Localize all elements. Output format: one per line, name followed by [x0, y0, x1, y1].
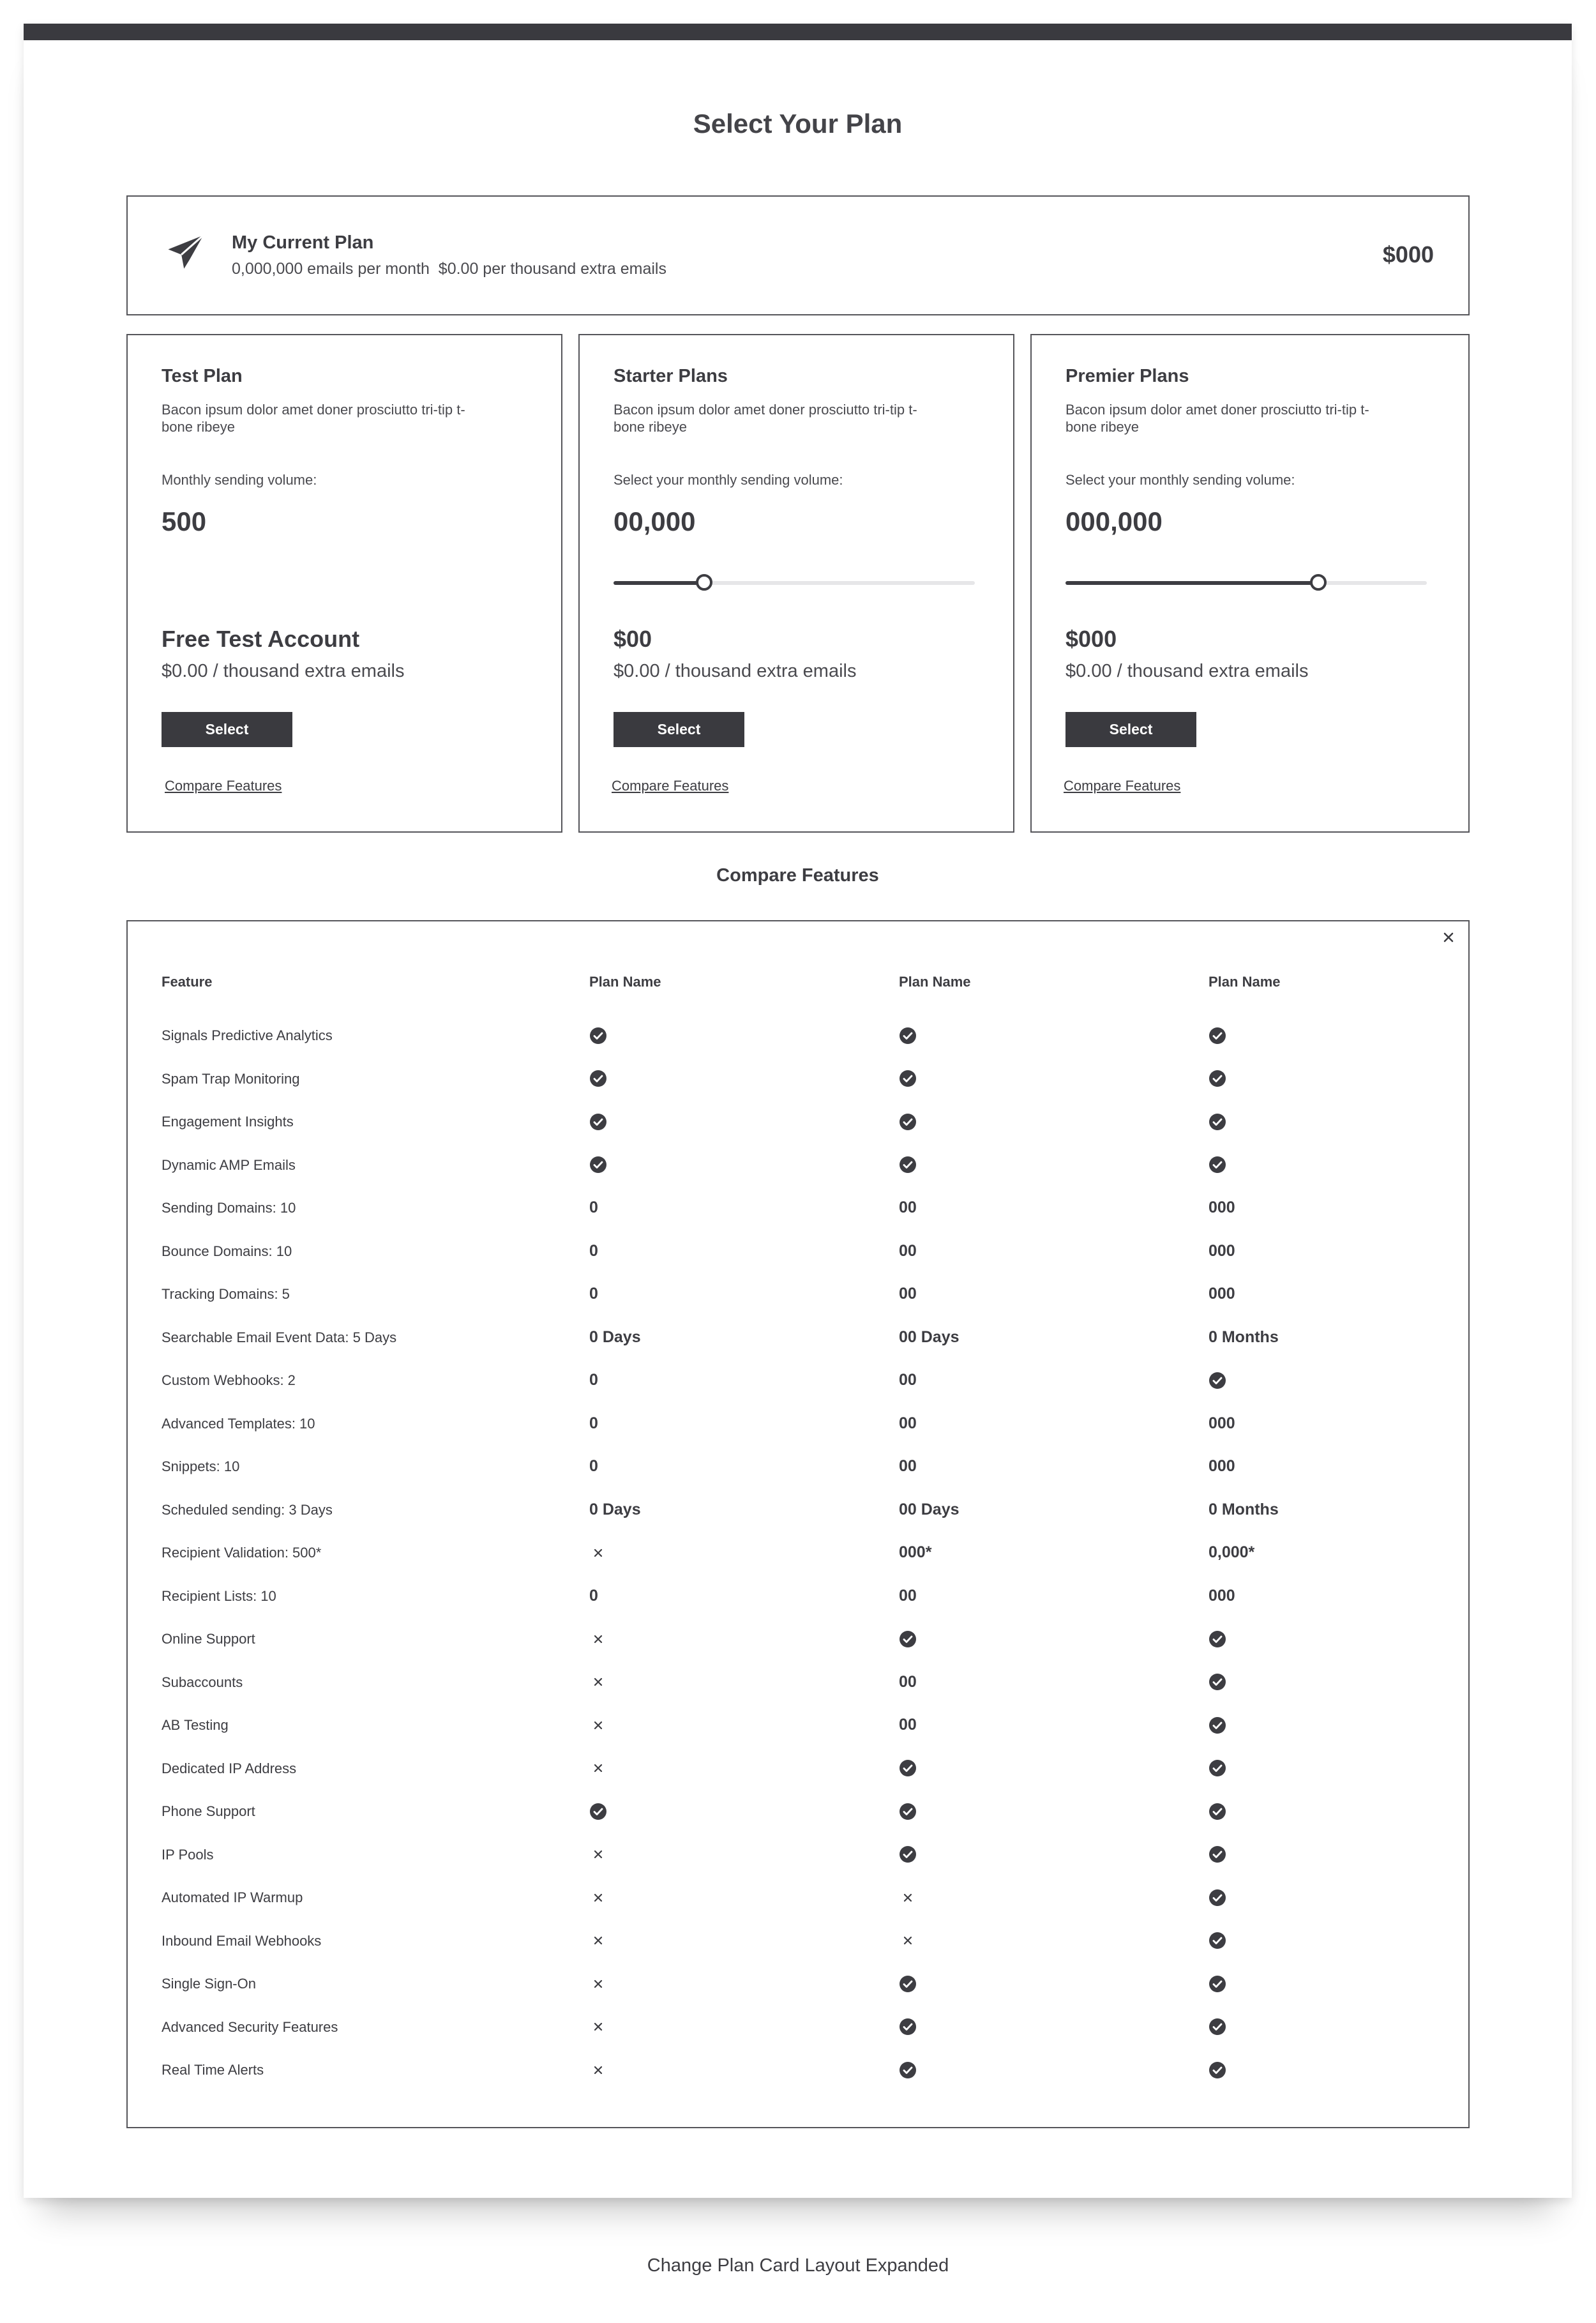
cross-icon: [589, 1617, 603, 1661]
slider-fill: [1065, 581, 1318, 585]
cross-icon: [589, 1876, 603, 1919]
feature-name: Signals Predictive Analytics: [162, 1027, 333, 1043]
feature-name: AB Testing: [162, 1717, 229, 1733]
check-icon: [899, 1833, 917, 1877]
check-icon: [899, 2048, 917, 2092]
check-icon: [589, 1057, 607, 1101]
table-row: [128, 1747, 1468, 1790]
feature-name: Subaccounts: [162, 1674, 243, 1690]
plan-title: Starter Plans: [614, 366, 728, 386]
slider-fill: [614, 581, 704, 585]
feature-value: 0 Months: [1208, 1328, 1279, 1346]
feature-name: Phone Support: [162, 1803, 255, 1819]
check-icon: [899, 1144, 917, 1187]
plan-description: Bacon ipsum dolor amet doner prosciutto tri-tip t-bone ribeye: [1065, 402, 1369, 435]
feature-name: Bounce Domains: 10: [162, 1243, 292, 1259]
table-row: [128, 1617, 1468, 1661]
feature-name: Single Sign-On: [162, 1976, 256, 1992]
volume-slider[interactable]: [614, 573, 975, 593]
cross-icon: [589, 2048, 603, 2092]
check-icon: [899, 1057, 917, 1101]
check-icon: [589, 1144, 607, 1187]
select-button[interactable]: Select: [162, 712, 292, 747]
top-bar: [24, 24, 1572, 40]
table-row: [128, 1144, 1468, 1187]
table-row: [128, 1962, 1468, 2006]
cross-icon: [589, 1661, 603, 1704]
cross-icon: [589, 1833, 603, 1877]
header-plan-name: Plan Name: [899, 974, 971, 990]
volume-label: Select your monthly sending volume:: [614, 472, 843, 488]
feature-value: 0: [589, 1371, 598, 1389]
check-icon: [1208, 1876, 1226, 1919]
table-row: [128, 2006, 1468, 2049]
feature-name: Tracking Domains: 5: [162, 1286, 290, 1302]
volume-label: Monthly sending volume:: [162, 472, 317, 488]
plan-card-premier: [1030, 334, 1470, 833]
feature-name: Advanced Templates: 10: [162, 1415, 315, 1432]
feature-value: 00 Days: [899, 1328, 960, 1346]
compare-features-link[interactable]: Compare Features: [1064, 778, 1181, 794]
check-icon: [1208, 1359, 1226, 1402]
select-button[interactable]: Select: [1065, 712, 1196, 747]
compare-features-heading: Compare Features: [716, 865, 879, 886]
table-row: [128, 1704, 1468, 1747]
table-row: [128, 1230, 1468, 1273]
feature-value: 00: [899, 1457, 917, 1476]
volume-label: Select your monthly sending volume:: [1065, 472, 1295, 488]
header-plan-name: Plan Name: [589, 974, 661, 990]
table-row: [128, 1402, 1468, 1446]
cross-icon: [899, 1919, 913, 1963]
check-icon: [1208, 1144, 1226, 1187]
table-row: [128, 1531, 1468, 1575]
table-row: [128, 1014, 1468, 1057]
plan-title: Test Plan: [162, 366, 243, 386]
feature-value: 000: [1208, 1457, 1235, 1476]
cross-icon: [589, 1747, 603, 1790]
cross-icon: [589, 1704, 603, 1747]
plan-extra-pricing: $0.00 / thousand extra emails: [1065, 661, 1309, 681]
cross-icon: [589, 2006, 603, 2049]
current-plan-card: [126, 195, 1470, 315]
feature-value: 0: [589, 1241, 598, 1260]
feature-value: 00: [899, 1199, 917, 1217]
feature-value: 000: [1208, 1414, 1235, 1432]
table-row: [128, 1833, 1468, 1877]
feature-name: Dedicated IP Address: [162, 1760, 297, 1776]
feature-name: Automated IP Warmup: [162, 1889, 303, 1905]
feature-name: Advanced Security Features: [162, 2018, 338, 2035]
plan-title: Premier Plans: [1065, 366, 1189, 386]
check-icon: [899, 1617, 917, 1661]
volume-value: 500: [162, 506, 207, 536]
compare-features-table: [126, 920, 1470, 2128]
plan-card-starter: [578, 334, 1014, 833]
check-icon: [1208, 1962, 1226, 2006]
plan-price: Free Test Account: [162, 626, 360, 652]
table-row: [128, 1919, 1468, 1963]
volume-slider[interactable]: [1065, 573, 1427, 593]
feature-value: 00: [899, 1414, 917, 1432]
feature-name: Inbound Email Webhooks: [162, 1932, 322, 1949]
layout-caption: Change Plan Card Layout Expanded: [647, 2255, 949, 2276]
check-icon: [1208, 1790, 1226, 1833]
cross-icon: [589, 1919, 603, 1963]
check-icon: [1208, 1747, 1226, 1790]
current-plan-title: My Current Plan: [232, 232, 374, 253]
feature-name: Searchable Email Event Data: 5 Days: [162, 1329, 397, 1345]
check-icon: [899, 1790, 917, 1833]
feature-value: 000*: [899, 1543, 932, 1562]
compare-features-link[interactable]: Compare Features: [612, 778, 729, 794]
feature-value: 0: [589, 1414, 598, 1432]
feature-name: Online Support: [162, 1631, 255, 1647]
feature-value: 0: [589, 1457, 598, 1476]
table-row: [128, 1661, 1468, 1704]
header-feature: Feature: [162, 974, 213, 990]
feature-value: 0,000*: [1208, 1543, 1255, 1562]
feature-value: 0 Days: [589, 1500, 641, 1518]
cross-icon: [899, 1876, 913, 1919]
feature-name: Engagement Insights: [162, 1114, 294, 1130]
feature-value: 0: [589, 1199, 598, 1217]
check-icon: [1208, 1100, 1226, 1144]
check-icon: [589, 1014, 607, 1057]
slider-handle[interactable]: [696, 574, 712, 591]
paper-plane-icon: [165, 232, 207, 274]
check-icon: [899, 1747, 917, 1790]
feature-value: 000: [1208, 1241, 1235, 1260]
feature-name: Spam Trap Monitoring: [162, 1070, 300, 1087]
feature-value: 00: [899, 1716, 917, 1734]
table-row: [128, 1359, 1468, 1402]
check-icon: [1208, 2048, 1226, 2092]
table-row: [128, 1316, 1468, 1359]
plan-price: $00: [614, 626, 652, 652]
plan-price: $000: [1065, 626, 1117, 652]
feature-name: Real Time Alerts: [162, 2062, 264, 2078]
table-row: [128, 1488, 1468, 1532]
table-row: [128, 1057, 1468, 1101]
check-icon: [589, 1790, 607, 1833]
feature-value: 00 Days: [899, 1500, 960, 1518]
plan-description: Bacon ipsum dolor amet doner prosciutto tri-tip t-bone ribeye: [162, 402, 465, 435]
feature-name: Scheduled sending: 3 Days: [162, 1501, 333, 1518]
select-button[interactable]: Select: [614, 712, 744, 747]
volume-value: 000,000: [1065, 506, 1163, 536]
table-row: [128, 1445, 1468, 1488]
feature-name: Recipient Lists: 10: [162, 1587, 276, 1604]
feature-value: 000: [1208, 1199, 1235, 1217]
plan-extra-pricing: $0.00 / thousand extra emails: [162, 661, 405, 681]
plan-extra-pricing: $0.00 / thousand extra emails: [614, 661, 857, 681]
check-icon: [1208, 1704, 1226, 1747]
table-row: [128, 1575, 1468, 1618]
feature-value: 0 Days: [589, 1328, 641, 1346]
volume-value: 00,000: [614, 506, 696, 536]
feature-value: 000: [1208, 1285, 1235, 1303]
feature-value: 0: [589, 1586, 598, 1605]
current-plan-subtitle: 0,000,000 emails per month $0.00 per thousand extra emails: [232, 260, 666, 278]
check-icon: [1208, 1617, 1226, 1661]
feature-name: Dynamic AMP Emails: [162, 1156, 296, 1173]
check-icon: [589, 1100, 607, 1144]
header-plan-name: Plan Name: [1208, 974, 1281, 990]
check-icon: [899, 1014, 917, 1057]
feature-value: 00: [899, 1672, 917, 1691]
check-icon: [899, 2006, 917, 2049]
table-row: [128, 1273, 1468, 1316]
check-icon: [1208, 1833, 1226, 1877]
compare-features-link[interactable]: Compare Features: [165, 778, 282, 794]
feature-value: 000: [1208, 1586, 1235, 1605]
check-icon: [1208, 1919, 1226, 1963]
feature-value: 00: [899, 1371, 917, 1389]
slider-handle[interactable]: [1310, 574, 1327, 591]
page-title: Select Your Plan: [693, 109, 903, 139]
plan-description: Bacon ipsum dolor amet doner prosciutto tri-tip t-bone ribeye: [614, 402, 917, 435]
check-icon: [899, 1100, 917, 1144]
feature-name: Custom Webhooks: 2: [162, 1372, 296, 1388]
feature-value: 00: [899, 1241, 917, 1260]
feature-value: 00: [899, 1586, 917, 1605]
check-icon: [1208, 1661, 1226, 1704]
check-icon: [899, 1962, 917, 2006]
feature-value: 00: [899, 1285, 917, 1303]
feature-name: IP Pools: [162, 1846, 214, 1863]
close-icon[interactable]: [1439, 928, 1458, 947]
check-icon: [1208, 1057, 1226, 1101]
table-row: [128, 1186, 1468, 1230]
cross-icon: [589, 1531, 603, 1575]
table-row: [128, 2048, 1468, 2092]
current-plan-price: $000: [1382, 241, 1434, 268]
feature-name: Sending Domains: 10: [162, 1200, 296, 1216]
feature-value: 0: [589, 1285, 598, 1303]
table-row: [128, 1790, 1468, 1833]
feature-name: Recipient Validation: 500*: [162, 1545, 322, 1561]
check-icon: [1208, 2006, 1226, 2049]
feature-value: 0 Months: [1208, 1500, 1279, 1518]
table-row: [128, 1100, 1468, 1144]
plan-card-test: [126, 334, 562, 833]
check-icon: [1208, 1014, 1226, 1057]
table-row: [128, 1876, 1468, 1919]
cross-icon: [589, 1962, 603, 2006]
feature-name: Snippets: 10: [162, 1458, 240, 1474]
page: [24, 24, 1572, 2198]
